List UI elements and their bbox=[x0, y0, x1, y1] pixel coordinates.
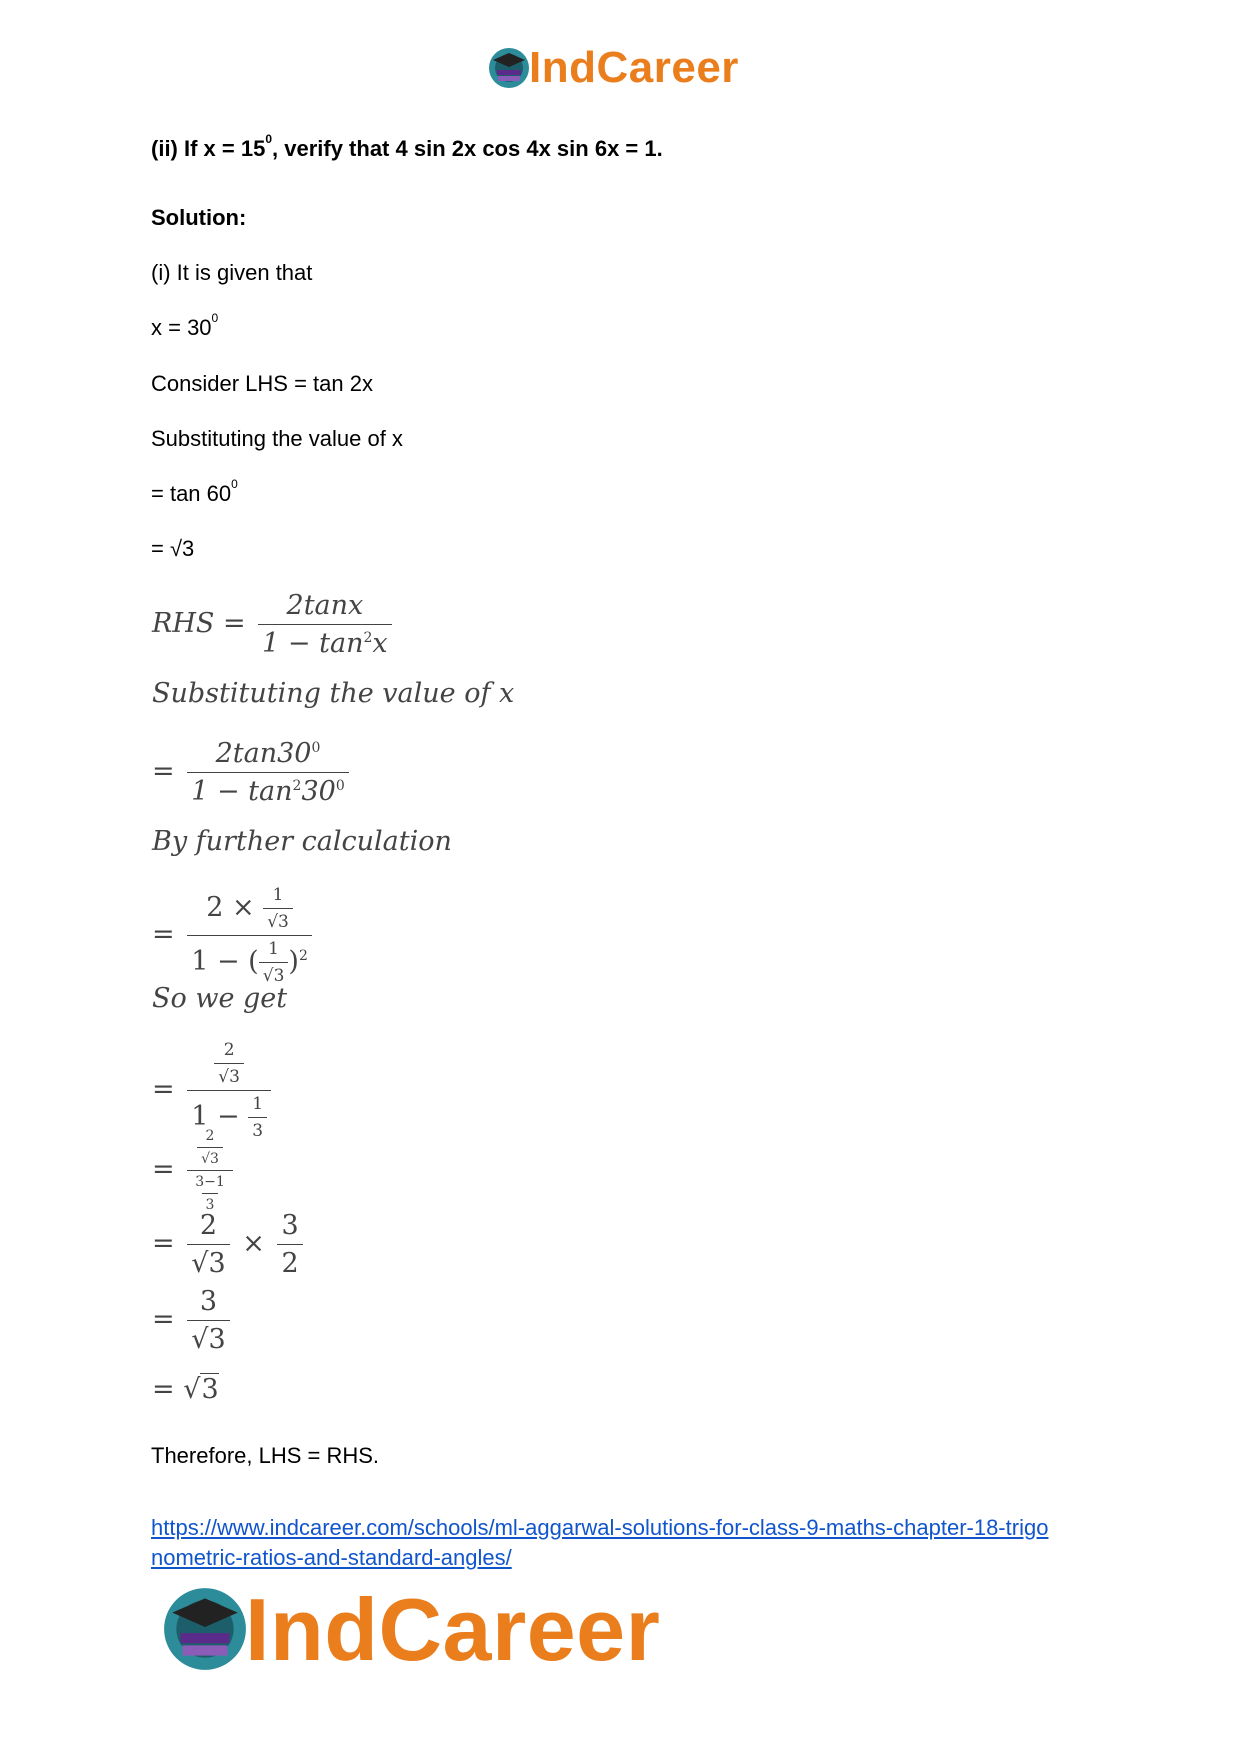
rhs-formula: RHS = $\frac{2\tan x}{1 - \tan^2x}$ bbox=[152, 590, 396, 659]
step-three-over-root3: = $\frac{3}{√3}$ bbox=[152, 1286, 234, 1355]
indcareer-logo-bottom bbox=[160, 1580, 720, 1680]
question-text: (ii) If $x = 15^0$, verify that 4 sin 2x cos 4x sin 6x = 1. bbox=[151, 132, 663, 161]
logo-wordmark: IndCareer bbox=[529, 43, 739, 92]
given-line: (i) It is given that bbox=[151, 260, 313, 285]
step-simplify-2: = $\frac{\frac{2}{√3}}{\frac{3-1}{3}}$ bbox=[152, 1128, 237, 1213]
step-tan30: = $\frac{2\tan 30^0}{1 - \tan^230^0}$ bbox=[152, 738, 353, 807]
graduation-books-icon bbox=[487, 46, 531, 90]
logo-wordmark: IndCareer bbox=[245, 1580, 661, 1679]
conclusion-line: Therefore, LHS = RHS. bbox=[151, 1443, 380, 1468]
step-multiply: = $\frac{2}{√3}$ × $\frac{3}{2}$ bbox=[152, 1210, 307, 1279]
substituting-math-text: Substituting the value of x bbox=[152, 678, 515, 709]
graduation-books-icon bbox=[160, 1584, 250, 1674]
step-root3: = √3 bbox=[152, 1374, 219, 1405]
so-we-get-text: So we get bbox=[152, 983, 288, 1014]
rhs-fraction: $\frac{2\tan x}{1 - \tan^2x}$ bbox=[258, 590, 391, 659]
further-calculation-text: By further calculation bbox=[152, 826, 452, 857]
source-url-line-1[interactable]: https://www.indcareer.com/schools/ml-aggarwal-solutions-for-class-9-maths-chapter-18-trigo bbox=[151, 1515, 1049, 1540]
consider-line: Consider LHS = tan 2x bbox=[151, 371, 373, 396]
indcareer-logo-top bbox=[487, 40, 767, 96]
step-simplify-1: = $\frac{2}{√3}$ 1 − $\frac{1}{3}$ bbox=[152, 1040, 275, 1141]
solution-heading: Solution: bbox=[151, 205, 247, 230]
tan60-line: = $\tan 60^0$ bbox=[151, 477, 238, 506]
step-substituted-values: = 2 × $\frac{1}{√3}$ 1 − ( $\frac{1}{√3}$ )$^2$ bbox=[152, 885, 316, 986]
x-value-line: $x = 30^0$ bbox=[151, 311, 219, 340]
sqrt3-line: = √3 bbox=[151, 536, 195, 561]
source-url-line-2[interactable]: nometric-ratios-and-standard-angles/ bbox=[151, 1545, 512, 1570]
substitute-line: Substituting the value of x bbox=[151, 426, 403, 451]
